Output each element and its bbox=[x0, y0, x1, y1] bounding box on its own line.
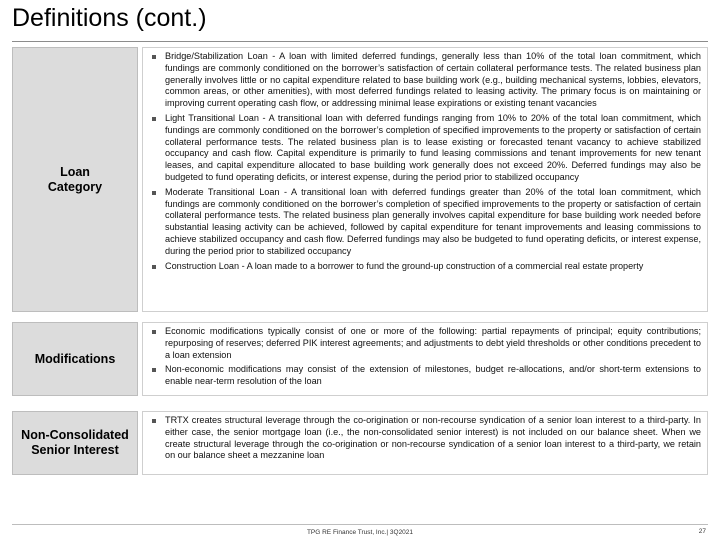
section-label: Non-Consolidated Senior Interest bbox=[12, 411, 138, 475]
bullet-text: Light Transitional Loan - A transitional loan with deferred fundings ranging from 10% to 20% of the total loan commitment, which fundings are commonly conditioned on the borrower’s completion of specified improvements to the property or satisfaction of certain collateral performance tests. The related business plan is to lease existing or forecasted tenant vacancy to achieve stabilized occupancy and cash flow. Capital expenditure is primarily to fund leasing commissions and tenant improvements for new tenant leases, and capital expenditure allocated to base building work generally does not exceed 20%. Deferred fundings may also be budgeted to fund operating deficits, or interest expense, during the period prior to stabilized occupancy bbox=[165, 112, 701, 182]
bullet-text: Bridge/Stabilization Loan - A loan with limited deferred fundings, generally less than 10% of the total loan commitment, which fundings are commonly conditioned on the borrower’s satisfaction of certain collateral performance tests. The related business plan generally involves little or no capital expenditure related to base building work (e.g., building mechanical systems, lobbies, elevators, common areas, or other amenities), with most deferred fundings related to leasing activity. The primary focus is on maintaining or improving current operating cash flow, or addressing minimal lease expirations or existing tenant vacancies bbox=[165, 51, 701, 109]
title-divider bbox=[12, 41, 708, 42]
section-loan-category bbox=[12, 47, 708, 312]
bullet-square-icon bbox=[152, 265, 156, 269]
footer-company: TPG RE Finance Trust, Inc.| 3Q2021 bbox=[306, 529, 414, 536]
page-number: 27 bbox=[698, 528, 706, 535]
section-modifications bbox=[12, 322, 708, 396]
bullet-square-icon bbox=[152, 330, 156, 334]
bullet-text: TRTX creates structural leverage through the co-origination or non-recourse syndication of a senior loan interest to a third-party. In either case, the senior mortgage loan (i.e., the non-consolidated senior interest) is not included on our balance sheet. When we create structural leverage through the co-origination or non-recourse syndication of a senior loan interest to a third-party, we retain on our balance sheet a mezzanine loan bbox=[165, 415, 701, 461]
bullet-square-icon bbox=[152, 368, 156, 372]
bullet-square-icon bbox=[152, 117, 156, 121]
list-item bbox=[149, 51, 701, 110]
bullet-square-icon bbox=[152, 419, 156, 423]
page-title: Definitions (cont.) bbox=[12, 4, 207, 32]
footer-divider bbox=[12, 524, 708, 525]
section-content bbox=[142, 411, 708, 475]
list-item bbox=[149, 326, 701, 361]
list-item bbox=[149, 187, 701, 258]
section-non-consolidated-senior-interest bbox=[12, 411, 708, 475]
bullet-text: Non-economic modifications may consist of the extension of milestones, budget re-allocations, and/or short-term extensions to enable near-term resolution of the loan bbox=[165, 364, 701, 387]
bullet-square-icon bbox=[152, 191, 156, 195]
bullet-text: Moderate Transitional Loan - A transitional loan with deferred fundings greater than 20% of the total loan commitment, which fundings are commonly conditioned on the borrower’s completion of specified improvements to the property or satisfaction of certain collateral performance tests. The related business plan generally involves capital expenditure for base building work needed before substantial leasing activity can be achieved, followed by capital expenditure for tenant improvements and leasing commissions to achieve stabilized occupancy and cash flow. Deferred fundings may also be budgeted to fund operating deficits, or interest expense, during the period prior to stabilized occupancy bbox=[165, 186, 701, 256]
section-content bbox=[142, 322, 708, 396]
bullet-text: Economic modifications typically consist of one or more of the following: partial repayments of principal; equity contributions; repurposing of reserves; deferred PIK interest agreements; and adjustments to debt yield thresholds or other conditions precedent to a loan extension bbox=[165, 326, 701, 360]
section-label: Modifications bbox=[12, 322, 138, 396]
list-item bbox=[149, 261, 701, 273]
list-item bbox=[149, 113, 701, 184]
section-label: Loan Category bbox=[12, 47, 138, 312]
bullet-text: Construction Loan - A loan made to a borrower to fund the ground-up construction of a commercial real estate property bbox=[165, 260, 644, 271]
bullet-square-icon bbox=[152, 55, 156, 59]
list-item bbox=[149, 415, 701, 462]
list-item bbox=[149, 364, 701, 388]
section-content bbox=[142, 47, 708, 312]
